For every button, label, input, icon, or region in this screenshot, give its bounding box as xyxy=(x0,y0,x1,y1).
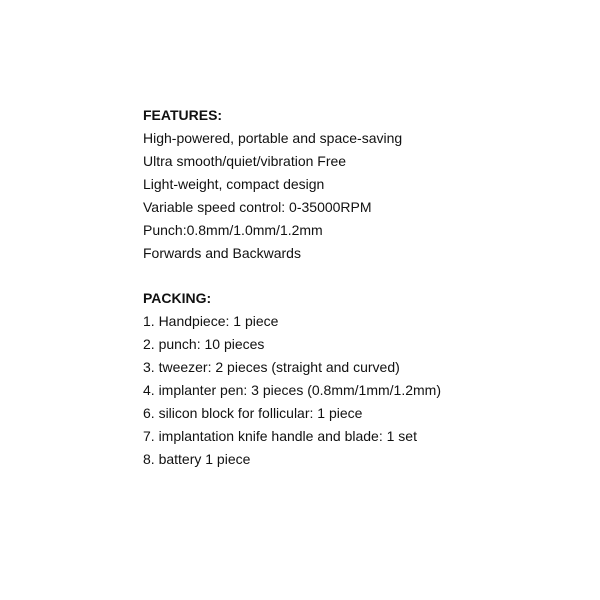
packing-item: 2. punch: 10 pieces xyxy=(143,336,265,352)
packing-item: 6. silicon block for follicular: 1 piece xyxy=(143,405,363,421)
product-description xyxy=(143,104,583,471)
packing-item: 1. Handpiece: 1 piece xyxy=(143,313,279,329)
features-list xyxy=(143,127,583,265)
features-item: Light-weight, compact design xyxy=(143,176,325,192)
features-heading: FEATURES: xyxy=(143,107,223,123)
section-spacer xyxy=(143,265,583,287)
features-section xyxy=(143,104,583,265)
features-item: Ultra smooth/quiet/vibration Free xyxy=(143,153,347,169)
features-item: Forwards and Backwards xyxy=(143,245,301,261)
packing-item: 4. implanter pen: 3 pieces (0.8mm/1mm/1.2mm) xyxy=(143,382,441,398)
packing-section xyxy=(143,287,583,471)
packing-item: 3. tweezer: 2 pieces (straight and curved) xyxy=(143,359,400,375)
packing-item: 7. implantation knife handle and blade: 1 set xyxy=(143,428,417,444)
packing-heading: PACKING: xyxy=(143,290,212,306)
features-item: High-powered, portable and space-saving xyxy=(143,130,403,146)
features-item: Punch:0.8mm/1.0mm/1.2mm xyxy=(143,222,323,238)
features-item: Variable speed control: 0-35000RPM xyxy=(143,199,372,215)
packing-list xyxy=(143,310,583,471)
packing-item: 8. battery 1 piece xyxy=(143,451,251,467)
